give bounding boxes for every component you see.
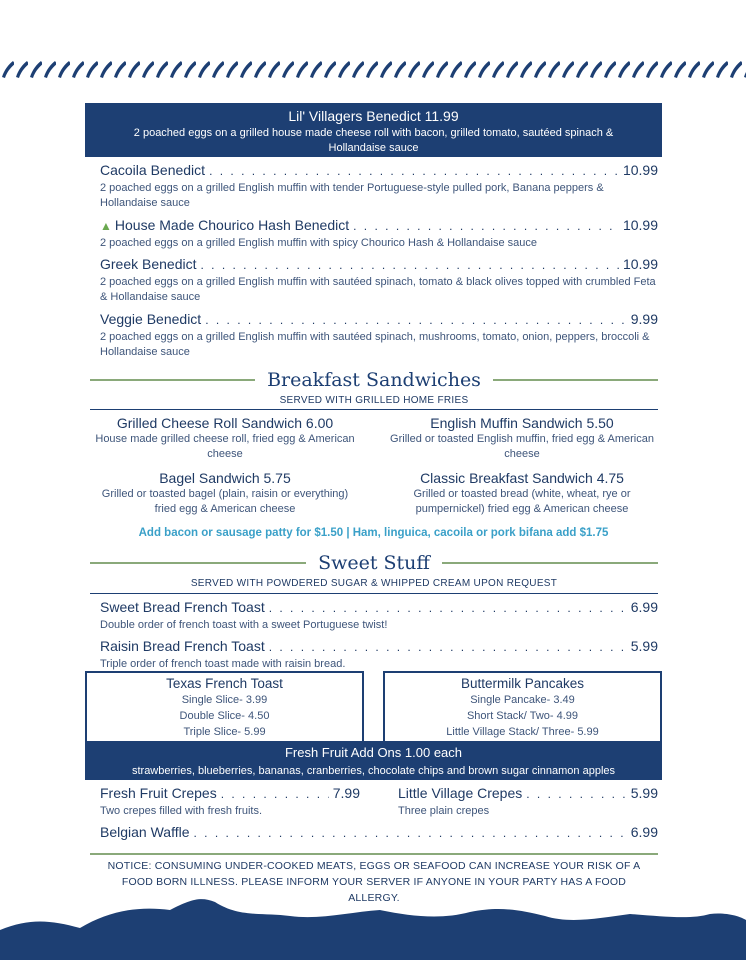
item-desc: House made grilled cheese roll, fried egg & American cheese [95,433,355,460]
box-line: Short Stack/ Two- 4.99 [466,710,579,722]
featured-item-desc: 2 poached eggs on a grilled house made cheese roll with bacon, grilled tomato, sautéed spinach & Hollandaise sauce [133,127,614,154]
item-desc: Grilled or toasted bagel (plain, raisin or everything) fried egg & American cheese [101,488,349,515]
box-title: Texas French Toast [166,676,283,691]
item-name: Fresh Fruit Crepes [100,785,217,801]
allergy-notice: NOTICE: CONSUMING UNDER-COOKED MEATS, EGGS OR SEAFOOD CAN INCREASE YOUR RISK OF A FOOD BORN ILLNESS. PLEASE INFORM YOUR SERVER IF ANYONE IN YOUR PARTY HAS A FOOD ALLERGY. [107,860,641,904]
item-desc: 2 poached eggs on a grilled English muffin with spicy Chourico Hash & Hollandaise sauce [100,237,537,249]
item-price: 6.99 [630,824,658,840]
menu-item [100,310,658,360]
wave-footer [0,890,746,960]
fruit-addon-desc: strawberries, blueberries, bananas, cranberries, chocolate chips and brown sugar cinnamon apples [131,765,616,777]
section-heading-sweet [90,551,658,575]
box-line: Triple Slice- 5.99 [183,726,266,738]
item-name: Classic Breakfast Sandwich 4.75 [420,470,624,486]
item-name: Bagel Sandwich 5.75 [159,470,291,486]
menu-item [100,598,658,633]
section-subtitle: SERVED WITH GRILLED HOME FRIES [279,395,469,406]
menu-item [100,255,658,305]
box-line: Single Slice- 3.99 [181,694,268,706]
item-price: 6.99 [630,599,658,615]
featured-item-title: Lil' Villagers Benedict 11.99 [288,108,459,124]
item-price: 10.99 [622,256,658,272]
section-subtitle: SERVED WITH POWDERED SUGAR & WHIPPED CREAM UPON REQUEST [190,578,558,589]
divider [90,409,658,410]
item-desc: Three plain crepes [398,805,490,817]
box-line: Single Pancake- 3.49 [470,694,575,706]
box-line: Double Slice- 4.50 [179,710,270,722]
item-name: English Muffin Sandwich 5.50 [430,415,614,431]
featured-item-banner [85,103,662,157]
item-desc: Triple order of french toast made with raisin bread. [100,658,346,670]
spicy-flame-icon: ▲ [100,219,112,233]
item-name: Raisin Bread French Toast [100,638,265,654]
item-desc: 2 poached eggs on a grilled English muffin with tender Portuguese-style pulled pork, Banana peppers & Hollandaise sauce [100,182,604,209]
menu-item [100,637,658,672]
divider [90,593,658,594]
item-price: 10.99 [622,217,658,233]
item-name: Veggie Benedict [100,311,202,327]
item-desc: 2 poached eggs on a grilled English muffin with sautéed spinach, tomato & black olives topped with crumbled Feta & Hollandaise sauce [100,276,656,303]
section-title: Sweet Stuff [318,552,430,574]
item-name: Greek Benedict [100,256,197,272]
menu-item [100,216,658,251]
texas-french-toast-box [85,671,364,743]
item-desc: Double order of french toast with a sweet Portuguese twist! [100,619,388,631]
item-price: 5.99 [630,785,658,801]
fruit-addon-title: Fresh Fruit Add Ons 1.00 each [284,745,463,760]
section-heading-sandwiches [90,368,658,392]
item-name: Cacoila Benedict [100,162,206,178]
menu-item [398,784,658,819]
sandwich-item [90,414,360,462]
item-price: 10.99 [622,162,658,178]
box-line: Little Village Stack/ Three- 5.99 [446,726,599,738]
buttermilk-pancakes-box [383,671,662,743]
sandwich-item [90,469,360,517]
sandwich-addon-note: Add bacon or sausage patty for $1.50 | Ham, linguica, cacoila or pork bifana add $1.75 [138,527,609,539]
rope-border [0,60,746,78]
menu-item [100,784,360,819]
menu-item [100,823,658,842]
item-price: 9.99 [630,311,658,327]
item-desc: Grilled or toasted bread (white, wheat, rye or pumpernickel) fried egg & American cheese [413,488,631,515]
item-desc: Grilled or toasted English muffin, fried egg & American cheese [390,433,654,460]
item-name: Belgian Waffle [100,824,190,840]
sandwich-item [387,469,657,517]
item-name: Sweet Bread French Toast [100,599,265,615]
menu-item [100,161,658,211]
item-price: 5.99 [630,638,658,654]
box-title: Buttermilk Pancakes [460,676,585,691]
section-title: Breakfast Sandwiches [267,369,481,391]
item-name: Grilled Cheese Roll Sandwich 6.00 [116,415,334,431]
item-name: House Made Chourico Hash Benedict [114,217,350,233]
fruit-addon-banner [85,741,662,780]
item-desc: 2 poached eggs on a grilled English muffin with sautéed spinach, mushrooms, tomato, onion, peppers, broccoli & Hollandaise sauce [100,331,650,358]
item-name: Little Village Crepes [398,785,523,801]
divider [90,853,658,855]
item-price: 7.99 [332,785,360,801]
item-desc: Two crepes filled with fresh fruits. [100,805,263,817]
sandwich-item [387,414,657,462]
